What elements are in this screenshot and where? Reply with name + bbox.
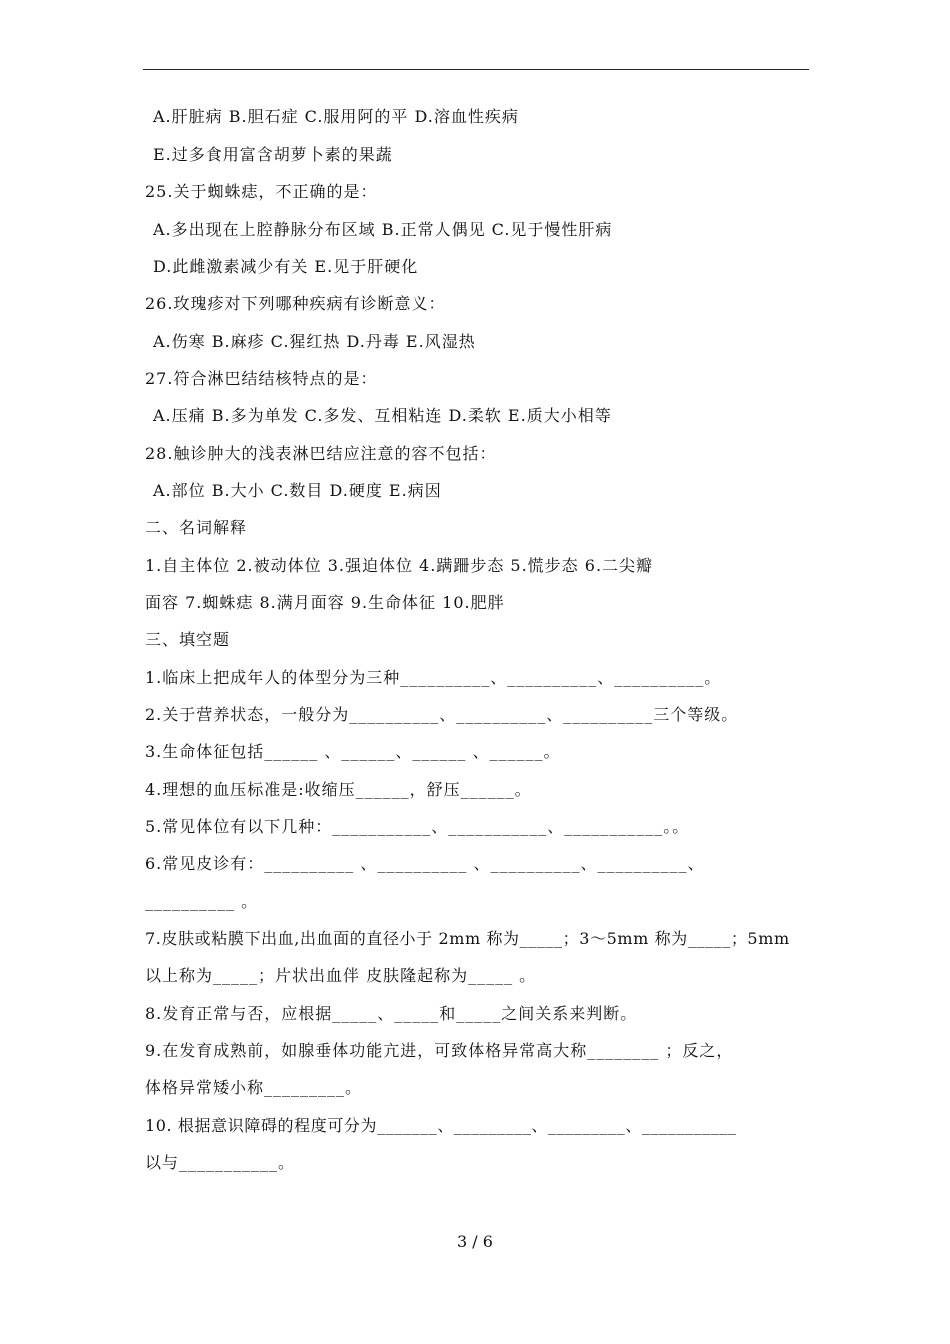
question-27: 27.符合淋巴结结核特点的是： bbox=[145, 369, 378, 388]
header-rule bbox=[143, 69, 809, 70]
q26-options: A.伤寒 B.麻疹 C.猩红热 D.丹毒 E.风湿热 bbox=[153, 332, 476, 351]
fill-blank-10-cont: 以与___________。 bbox=[145, 1153, 296, 1172]
fill-blank-6: 6.常见皮诊有：__________ 、__________ 、__________、__________、 bbox=[145, 854, 705, 873]
question-28: 28.触诊肿大的浅表淋巴结应注意的容不包括： bbox=[145, 444, 497, 463]
section-heading-terms: 二、名词解释 bbox=[145, 518, 248, 537]
question-25: 25.关于蜘蛛痣，不正确的是： bbox=[145, 182, 378, 201]
fill-blank-10: 10. 根据意识障碍的程度可分为_______、_________、_________、___________ bbox=[145, 1116, 737, 1135]
q24-options: A.肝脏病 B.胆石症 C.服用阿的平 D.溶血性疾病 bbox=[153, 107, 519, 126]
page-number: 3 / 6 bbox=[457, 1232, 493, 1251]
fill-blank-8: 8.发育正常与否，应根据_____、_____和_____之间关系来判断。 bbox=[145, 1004, 638, 1023]
q27-options: A.压痛 B.多为单发 C.多发、互相粘连 D.柔软 E.质大小相等 bbox=[153, 406, 612, 425]
fill-blank-4: 4.理想的血压标准是:收缩压______，舒压______。 bbox=[145, 780, 532, 799]
q25-options-2: D.此雌激素减少有关 E.见于肝硬化 bbox=[153, 257, 419, 276]
terms-line-2: 面容 7.蜘蛛痣 8.满月面容 9.生命体征 10.肥胖 bbox=[145, 593, 505, 612]
fill-blank-9: 9.在发育成熟前，如腺垂体功能亢进，可致体格异常高大称________ ；反之， bbox=[145, 1041, 734, 1060]
question-26: 26.玫瑰疹对下列哪种疾病有诊断意义： bbox=[145, 294, 446, 313]
terms-line-1: 1.自主体位 2.被动体位 3.强迫体位 4.蹒跚步态 5.慌步态 6.二尖瓣 bbox=[145, 556, 654, 575]
q25-options: A.多出现在上腔静脉分布区域 B.正常人偶见 C.见于慢性肝病 bbox=[153, 220, 613, 239]
fill-blank-9-cont: 体格异常矮小称_________。 bbox=[145, 1078, 363, 1097]
fill-blank-6-cont: __________ 。 bbox=[145, 892, 259, 911]
fill-blank-2: 2.关于营养状态，一般分为__________、__________、__________三个等级。 bbox=[145, 705, 739, 724]
q28-options: A.部位 B.大小 C.数目 D.硬度 E.病因 bbox=[153, 481, 442, 500]
q24-option-e: E.过多食用富含胡萝卜素的果蔬 bbox=[153, 145, 393, 164]
fill-blank-3: 3.生命体征包括______ 、______、______ 、______。 bbox=[145, 742, 561, 761]
fill-blank-5: 5.常见体位有以下几种：___________、___________、___________。。 bbox=[145, 817, 690, 836]
fill-blank-1: 1.临床上把成年人的体型分为三种__________、__________、__________。 bbox=[145, 668, 722, 687]
fill-blank-7: 7.皮肤或粘膜下出血,出血面的直径小于 2mm 称为_____；3～5mm 称为_____；5mm bbox=[145, 929, 790, 948]
fill-blank-7-cont: 以上称为_____；片状出血伴 皮肤隆起称为_____ 。 bbox=[145, 966, 537, 985]
section-heading-fill-blank: 三、填空题 bbox=[145, 630, 231, 649]
